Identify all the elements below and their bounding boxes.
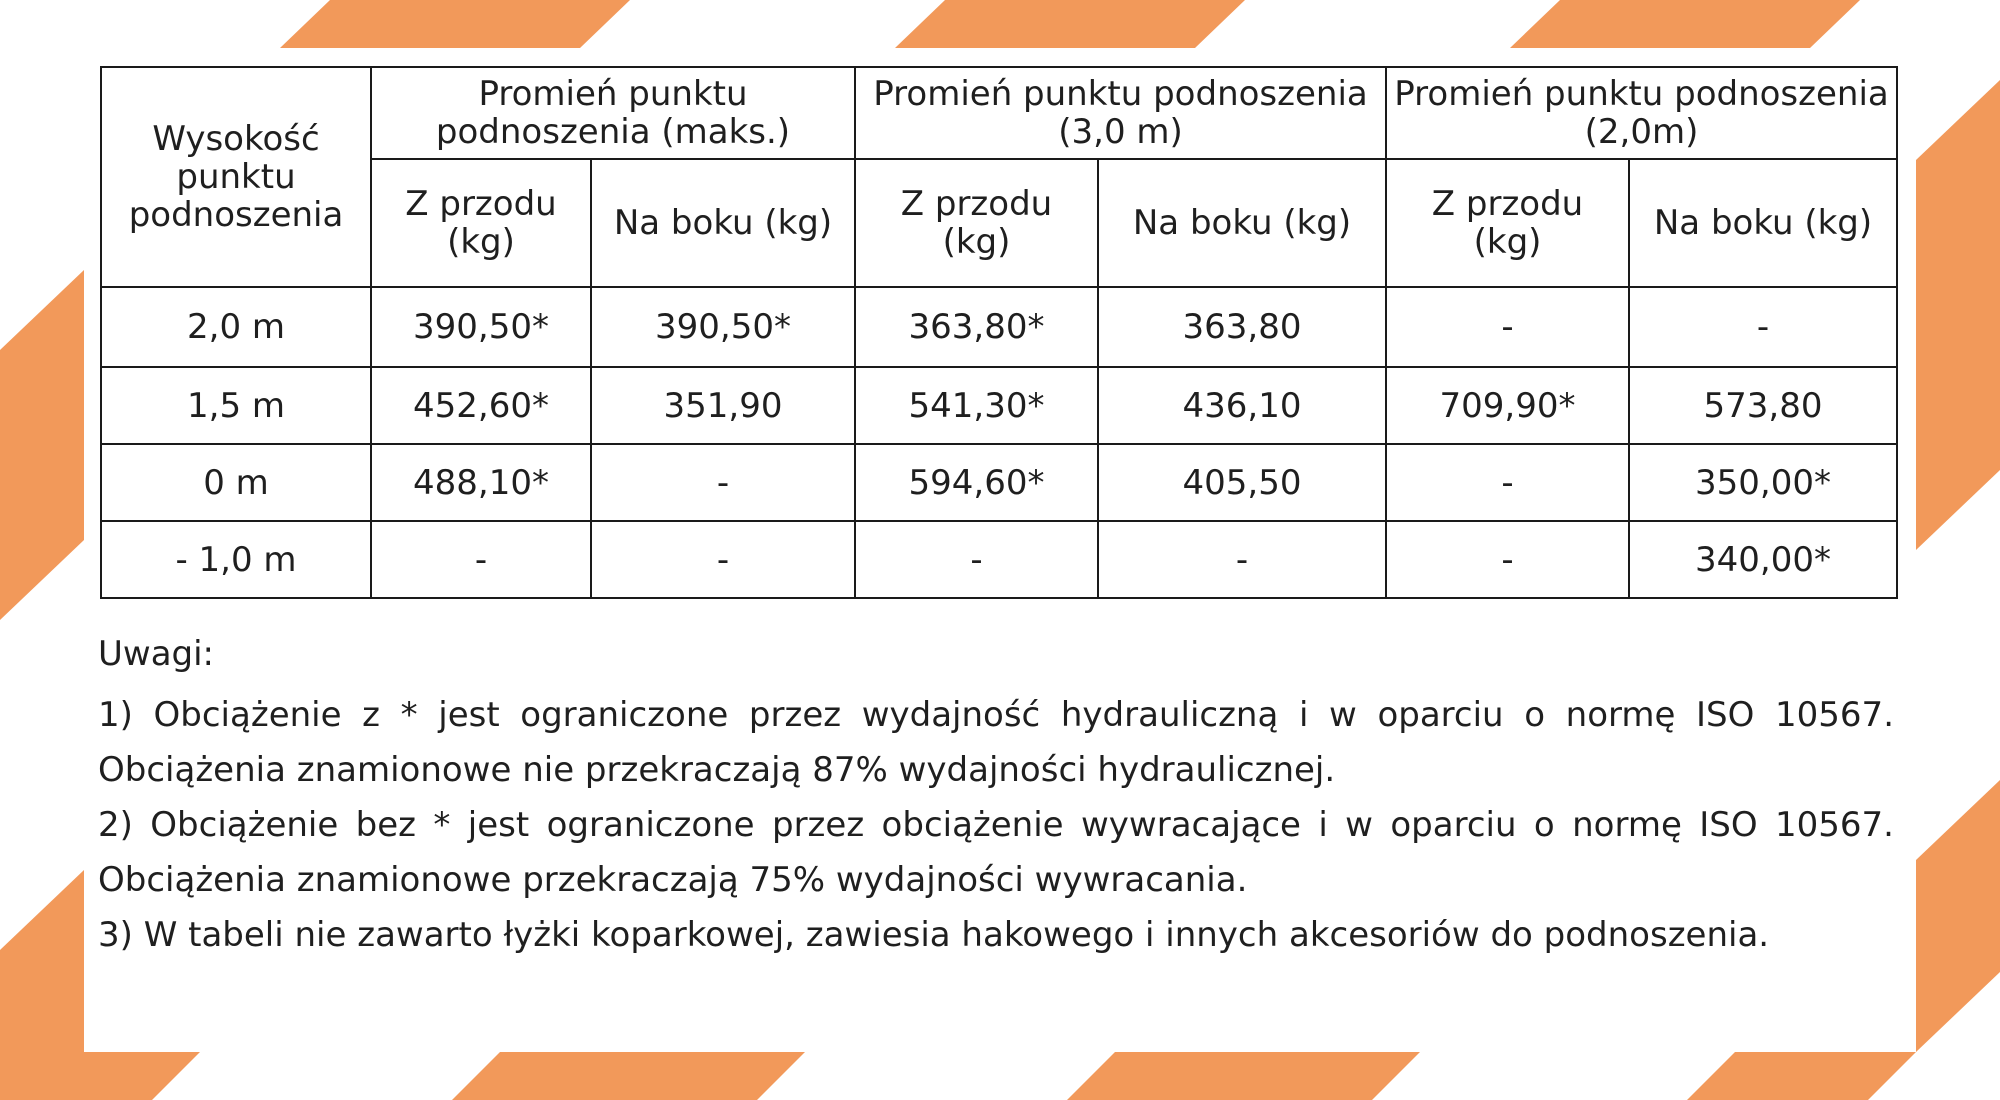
- height-cell: 0 m: [101, 444, 371, 521]
- subheader-side: Na boku (kg): [1098, 159, 1386, 287]
- note-item: 3) W tabeli nie zawarto łyżki koparkowej, zawiesia hakowego i innych akcesoriów do podnoszenia.: [98, 915, 1770, 955]
- value-cell: -: [591, 521, 855, 598]
- note-item: 2) Obciążenie bez * jest ograniczone przez obciążenie wywracające i w oparciu o normę ISO 10567. Obciążenia znamionowe przekraczają 75% wydajności wywracania.: [98, 805, 1894, 900]
- table-subheader-row: [101, 159, 1897, 287]
- value-cell: -: [371, 521, 591, 598]
- value-cell: 436,10: [1098, 367, 1386, 444]
- notes-section: [98, 626, 1894, 963]
- stripe: [1510, 0, 1860, 48]
- value-cell: 390,50*: [371, 287, 591, 367]
- value-cell: 709,90*: [1386, 367, 1629, 444]
- stripe: [1687, 1052, 1916, 1100]
- subheader-side: Na boku (kg): [591, 159, 855, 287]
- value-cell: -: [1386, 287, 1629, 367]
- value-cell: -: [1386, 444, 1629, 521]
- value-cell: 363,80: [1098, 287, 1386, 367]
- value-cell: 541,30*: [855, 367, 1098, 444]
- row-header-lift-height: Wysokość punktu podnoszenia: [101, 67, 371, 287]
- group-header-2m-radius: Promień punktu podnoszenia (2,0m): [1386, 67, 1897, 159]
- notes-title: Uwagi:: [98, 634, 215, 674]
- value-cell: -: [1098, 521, 1386, 598]
- value-cell: 452,60*: [371, 367, 591, 444]
- value-cell: -: [855, 521, 1098, 598]
- value-cell: 340,00*: [1629, 521, 1897, 598]
- stripe: [1916, 780, 2000, 1052]
- content-panel: [84, 48, 1916, 1052]
- value-cell: -: [1629, 287, 1897, 367]
- table-header-row: [101, 67, 1897, 159]
- note-item: 1) Obciążenie z * jest ograniczone przez wydajność hydrauliczną i w oparciu o normę ISO 10567. Obciążenia znamionowe nie przekraczają 87% wydajności hydraulicznej.: [98, 695, 1894, 790]
- value-cell: 350,00*: [1629, 444, 1897, 521]
- stripe: [452, 1052, 805, 1100]
- group-header-3m-radius: Promień punktu podnoszenia (3,0 m): [855, 67, 1386, 159]
- subheader-side: Na boku (kg): [1629, 159, 1897, 287]
- stripe: [280, 0, 630, 48]
- value-cell: 594,60*: [855, 444, 1098, 521]
- value-cell: -: [1386, 521, 1629, 598]
- stripe: [895, 0, 1245, 48]
- value-cell: 390,50*: [591, 287, 855, 367]
- table-row: [101, 287, 1897, 367]
- value-cell: 488,10*: [371, 444, 591, 521]
- group-header-max-radius: Promień punktu podnoszenia (maks.): [371, 67, 855, 159]
- height-cell: - 1,0 m: [101, 521, 371, 598]
- subheader-front: Z przodu (kg): [855, 159, 1098, 287]
- table-row: [101, 367, 1897, 444]
- height-cell: 1,5 m: [101, 367, 371, 444]
- subheader-front: Z przodu (kg): [1386, 159, 1629, 287]
- stripe: [1067, 1052, 1420, 1100]
- subheader-front: Z przodu (kg): [371, 159, 591, 287]
- stripe: [1916, 80, 2000, 550]
- value-cell: 363,80*: [855, 287, 1098, 367]
- value-cell: 351,90: [591, 367, 855, 444]
- value-cell: -: [591, 444, 855, 521]
- lifting-capacity-table: [100, 66, 1898, 599]
- height-cell: 2,0 m: [101, 287, 371, 367]
- stripe: [0, 270, 84, 620]
- table-row: [101, 444, 1897, 521]
- value-cell: 573,80: [1629, 367, 1897, 444]
- value-cell: 405,50: [1098, 444, 1386, 521]
- table-row: [101, 521, 1897, 598]
